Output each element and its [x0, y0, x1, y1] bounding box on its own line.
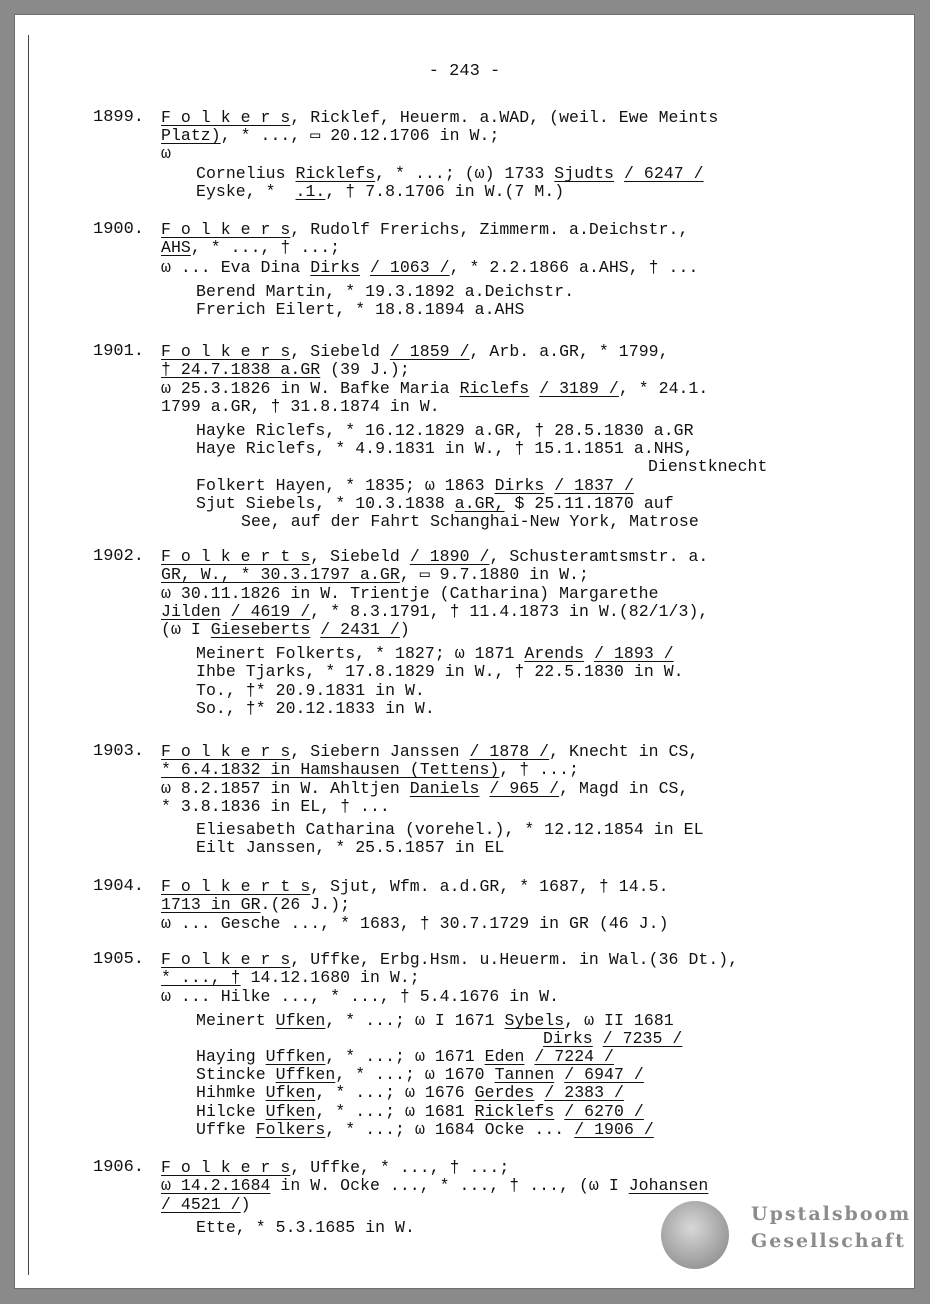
underlined-text: F o l k e r t s [161, 877, 311, 896]
underlined-text: Sybels [504, 1011, 565, 1030]
underlined-text: Arends [524, 644, 585, 663]
entry-line [196, 645, 674, 663]
entry-line [161, 1159, 509, 1177]
underlined-text: / 2431 / [320, 620, 400, 639]
entry-line [161, 1196, 251, 1214]
underlined-text: / 1063 / [370, 258, 450, 277]
underlined-text: Johansen [628, 1176, 709, 1195]
entry-line [196, 165, 704, 183]
underlined-text: / 1878 / [469, 742, 550, 761]
text-segment: , * ...; ω 1684 Ocke ... [325, 1120, 575, 1139]
underlined-text: / 1890 / [409, 547, 490, 566]
text-segment: , Ricklef, Heuerm. a.WAD, (weil. Ewe Meints [290, 108, 719, 127]
underlined-text: / 7235 / [602, 1029, 683, 1048]
entry-number: 1901. [93, 342, 145, 361]
text-segment: , Siebern Janssen [290, 742, 470, 761]
underlined-text: AHS [161, 238, 191, 257]
underlined-text: / 4619 / [230, 602, 311, 621]
text-segment [534, 1083, 544, 1102]
underlined-text: F o l k e r s [161, 950, 291, 969]
entry-number: 1900. [93, 220, 145, 239]
text-segment: Frerich Eilert, * 18.8.1894 a.AHS [196, 300, 525, 319]
underlined-text: Ricklefs [474, 1102, 555, 1121]
text-segment [360, 258, 370, 277]
seal-icon [661, 1201, 729, 1269]
entry-line [161, 259, 698, 277]
entry-line [161, 221, 688, 239]
underlined-text: Daniels [409, 779, 480, 798]
underlined-text: F o l k e r t s [161, 547, 311, 566]
entry-line [161, 743, 698, 761]
entry-line [196, 839, 505, 857]
underlined-text: Ufken [275, 1011, 326, 1030]
text-segment: , * ...; ω 1676 [315, 1083, 475, 1102]
text-segment [221, 602, 231, 621]
underlined-text: Platz) [161, 126, 221, 145]
entry-line [196, 440, 694, 458]
underlined-text: Uffken [265, 1047, 326, 1066]
text-segment: in W. Ocke ..., * ..., † ..., (ω I [270, 1176, 629, 1195]
text-segment: ω 25.3.1826 in W. Bafke Maria [161, 379, 460, 398]
underlined-text: / 6947 / [564, 1065, 644, 1084]
underlined-text: / 1893 / [594, 644, 674, 663]
text-segment: * 3.8.1836 in EL, † ... [161, 797, 390, 816]
document-page [15, 15, 914, 1288]
text-segment: , Schusteramtsmstr. a. [489, 547, 709, 566]
entry-number: 1905. [93, 950, 145, 969]
entry-line [543, 1030, 682, 1048]
entry-line [196, 700, 435, 718]
text-segment: Berend Martin, * 19.3.1892 a.Deichstr. [196, 282, 575, 301]
text-segment [544, 476, 554, 495]
underlined-text: ω 14.2.1684 [161, 1176, 271, 1195]
entry-line [196, 1048, 614, 1066]
text-segment: , * ..., ▭ 20.12.1706 in W.; [220, 126, 500, 145]
text-segment: ) [240, 1195, 251, 1214]
underlined-text: / 2383 / [544, 1083, 624, 1102]
entry-line [161, 896, 350, 914]
text-segment: , Arb. a.GR, * 1799, [469, 342, 669, 361]
text-segment: ω ... Hilke ..., * ..., † 5.4.1676 in W. [161, 987, 560, 1006]
underlined-text: / 965 / [489, 779, 560, 798]
underlined-text: Folkers [255, 1120, 326, 1139]
text-segment: Haying [196, 1047, 266, 1066]
entry-line [161, 951, 738, 969]
text-segment: ω 8.2.1857 in W. Ahltjen [161, 779, 410, 798]
underlined-text: Tannen [494, 1065, 555, 1084]
entry-number: 1903. [93, 742, 145, 761]
entry-line [196, 477, 634, 495]
underlined-text: 1713 in GR [161, 895, 261, 914]
text-segment [554, 1102, 564, 1121]
entry-line [196, 1219, 415, 1237]
text-segment: ω [161, 144, 171, 163]
text-segment: , Uffke, * ..., † ...; [290, 1158, 510, 1177]
entry-line [196, 1103, 644, 1121]
underlined-text: Jilden [161, 602, 221, 621]
underlined-text: F o l k e r s [161, 742, 291, 761]
entry-line [161, 798, 390, 816]
text-segment: , Siebeld [290, 342, 390, 361]
entry-line [161, 380, 708, 398]
entry-line [196, 1066, 644, 1084]
text-segment [479, 779, 489, 798]
text-segment: , * ...; ω 1671 [325, 1047, 485, 1066]
text-segment: See, auf der Fahrt Schanghai-New York, Matrose [241, 512, 699, 531]
text-segment: Hayke Riclefs, * 16.12.1829 a.GR, † 28.5.1830 a.GR [196, 421, 694, 440]
entry-line [161, 988, 559, 1006]
text-segment: So., †* 20.12.1833 in W. [196, 699, 435, 718]
text-segment: , ▭ 9.7.1880 in W.; [399, 565, 589, 584]
entry-line [196, 1084, 624, 1102]
entry-line [161, 603, 708, 621]
text-segment: To., †* 20.9.1831 in W. [196, 681, 425, 700]
underlined-text: / 6270 / [564, 1102, 644, 1121]
entry-line [196, 663, 684, 681]
text-segment: Ihbe Tjarks, * 17.8.1829 in W., † 22.5.1830 in W. [196, 662, 684, 681]
text-segment: , * 2.2.1866 a.AHS, † ... [449, 258, 699, 277]
underlined-text: / 7224 / [534, 1047, 615, 1066]
underlined-text: Dirks [310, 258, 361, 277]
underlined-text: GR, W., * 30.3.1797 a.GR [161, 565, 400, 584]
underlined-text: Ufken [265, 1083, 316, 1102]
entry-line [161, 127, 499, 145]
entry-line [161, 566, 589, 584]
underlined-text: * 6.4.1832 in Hamshausen (Tettens) [161, 760, 500, 779]
underlined-text: F o l k e r s [161, 108, 291, 127]
entry-line [161, 621, 410, 639]
text-segment [529, 379, 539, 398]
underlined-text: / 4521 / [161, 1195, 241, 1214]
entry-line [161, 361, 410, 379]
text-segment: Cornelius [196, 164, 296, 183]
underlined-text: / 6247 / [623, 164, 704, 183]
text-segment [524, 1047, 534, 1066]
text-segment: Stincke [196, 1065, 276, 1084]
entry-line [161, 109, 718, 127]
text-segment [593, 1029, 603, 1048]
entry-line [196, 183, 564, 201]
text-segment: , † ...; [499, 760, 579, 779]
text-segment: ω 30.11.1826 in W. Trientje (Catharina) Margarethe [161, 584, 659, 603]
text-segment [614, 164, 624, 183]
entry-line [196, 495, 674, 513]
entry-line [161, 398, 440, 416]
text-segment: , * ...; (ω) 1733 [375, 164, 555, 183]
text-segment: , * ...; ω 1670 [335, 1065, 495, 1084]
underlined-text: Sjudts [554, 164, 615, 183]
text-segment: , * 24.1. [618, 379, 709, 398]
entry-number: 1902. [93, 547, 145, 566]
entry-line [161, 239, 340, 257]
underlined-text: F o l k e r s [161, 220, 291, 239]
text-segment [310, 620, 320, 639]
text-segment: ω ... Eva Dina [161, 258, 311, 277]
entry-line [161, 585, 659, 603]
text-segment [554, 1065, 564, 1084]
entry-line [196, 301, 524, 319]
text-segment: , Rudolf Frerichs, Zimmerm. a.Deichstr., [290, 220, 689, 239]
text-segment: Eilt Janssen, * 25.5.1857 in EL [196, 838, 505, 857]
text-segment: , * 8.3.1791, † 11.4.1873 in W.(82/1/3), [310, 602, 709, 621]
underlined-text: Gerdes [474, 1083, 535, 1102]
text-segment: Dienstknecht [648, 457, 768, 476]
entry-number: 1904. [93, 877, 145, 896]
text-segment: Meinert [196, 1011, 276, 1030]
text-segment: ω ... Gesche ..., * 1683, † 30.7.1729 in GR (46 J.) [161, 914, 669, 933]
text-segment: Ette, * 5.3.1685 in W. [196, 1218, 415, 1237]
underlined-text: .1. [295, 182, 326, 201]
text-segment: Eliesabeth Catharina (vorehel.), * 12.12.1854 in EL [196, 820, 704, 839]
entry-line [161, 1177, 708, 1195]
underlined-text: * ..., † [161, 968, 241, 987]
entry-line [161, 548, 708, 566]
text-segment: 14.12.1680 in W.; [240, 968, 420, 987]
entry-line [161, 761, 579, 779]
text-segment: $ 25.11.1870 auf [504, 494, 674, 513]
underlined-text: † 24.7.1838 a.GR [161, 360, 321, 379]
underlined-text: Dirks [543, 1029, 593, 1048]
entry-line [241, 513, 699, 531]
entry-line [196, 283, 574, 301]
text-segment: 1799 a.GR, † 31.8.1874 in W. [161, 397, 440, 416]
text-segment: Folkert Hayen, * 1835; ω 1863 [196, 476, 495, 495]
underlined-text: Ricklefs [295, 164, 376, 183]
entry-line [196, 1012, 674, 1030]
text-segment: , Magd in CS, [559, 779, 689, 798]
underlined-text: / 1906 / [574, 1120, 654, 1139]
text-segment: , † 7.8.1706 in W.(7 M.) [325, 182, 565, 201]
entry-line [648, 458, 767, 476]
underlined-text: F o l k e r s [161, 342, 291, 361]
text-segment: , * ...; ω 1681 [315, 1102, 475, 1121]
entry-line [161, 343, 669, 361]
entry-line [161, 969, 420, 987]
text-segment: (39 J.); [320, 360, 410, 379]
entry-number: 1899. [93, 108, 145, 127]
text-segment: , Siebeld [310, 547, 410, 566]
entry-line [161, 780, 688, 798]
text-segment: , Knecht in CS, [549, 742, 699, 761]
text-segment: Uffke [196, 1120, 256, 1139]
text-segment: Meinert Folkerts, * 1827; ω 1871 [196, 644, 525, 663]
entry-line [161, 878, 669, 896]
text-segment: , Sjut, Wfm. a.d.GR, * 1687, † 14.5. [310, 877, 669, 896]
underlined-text: Riclefs [459, 379, 530, 398]
underlined-text: / 3189 / [539, 379, 619, 398]
text-segment: .(26 J.); [260, 895, 351, 914]
underlined-text: a.GR, [454, 494, 505, 513]
entry-number: 1906. [93, 1158, 145, 1177]
text-segment: Hihmke [196, 1083, 266, 1102]
entry-line [161, 145, 171, 163]
underlined-text: / 1837 / [554, 476, 634, 495]
text-segment: Sjut Siebels, * 10.3.1838 [196, 494, 455, 513]
text-segment: Hilcke [196, 1102, 266, 1121]
underlined-text: F o l k e r s [161, 1158, 291, 1177]
text-segment: , Uffke, Erbg.Hsm. u.Heuerm. in Wal.(36 Dt.), [290, 950, 739, 969]
underlined-text: Gieseberts [210, 620, 311, 639]
society-logo [661, 1198, 914, 1278]
entry-line [196, 422, 694, 440]
logo-line-1: Upstalsboom [751, 1203, 912, 1225]
text-segment: , * ..., † ...; [190, 238, 341, 257]
underlined-text: / 1859 / [389, 342, 470, 361]
underlined-text: Dirks [494, 476, 545, 495]
entry-line [196, 1121, 654, 1139]
underlined-text: Uffken [275, 1065, 336, 1084]
entries-list [15, 15, 914, 1288]
text-segment: Eyske, * [196, 182, 296, 201]
text-segment: , * ...; ω I 1671 [325, 1011, 505, 1030]
entry-line [196, 821, 704, 839]
text-segment: ) [399, 620, 410, 639]
text-segment: , ω II 1681 [564, 1011, 674, 1030]
text-segment: Haye Riclefs, * 4.9.1831 in W., † 15.1.1851 a.NHS, [196, 439, 694, 458]
page-number: - 243 - [428, 62, 501, 81]
logo-line-2: Gesellschaft [751, 1230, 906, 1252]
underlined-text: Ufken [265, 1102, 316, 1121]
entry-line [161, 915, 669, 933]
underlined-text: Eden [484, 1047, 525, 1066]
entry-line [196, 682, 425, 700]
text-segment [584, 644, 594, 663]
text-segment: (ω I [161, 620, 211, 639]
